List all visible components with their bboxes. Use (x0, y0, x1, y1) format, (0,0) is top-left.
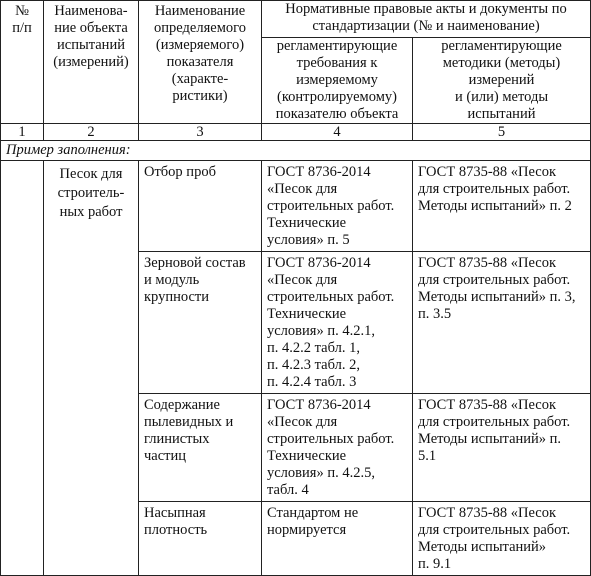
column-number-4: 4 (262, 124, 413, 141)
methods-cell: ГОСТ 8735-88 «Песок для строительных работ. Методы испытаний» п. 9.1 (413, 502, 591, 576)
header-number-label: № п/п (12, 3, 32, 36)
row-number-cell (1, 161, 44, 576)
column-number-1: 1 (1, 124, 44, 141)
example-label: Пример заполнения: (1, 141, 591, 161)
header-cell-normative (262, 1, 591, 38)
methods-cell: ГОСТ 8735-88 «Песок для строительных работ. Методы испытаний» п. 3, п. 3.5 (413, 252, 591, 394)
column-number-3: 3 (139, 124, 262, 141)
requirements-cell: ГОСТ 8736-2014 «Песок для строительных работ. Технические условия» п. 5 (262, 161, 413, 252)
column-number-5: 5 (413, 124, 591, 141)
methods-cell: ГОСТ 8735-88 «Песок для строительных работ. Методы испытаний» п. 2 (413, 161, 591, 252)
indicator-cell: Насыпная плотность (139, 502, 262, 576)
methods-cell: ГОСТ 8735-88 «Песок для строительных работ. Методы испытаний» п. 5.1 (413, 394, 591, 502)
requirements-cell: ГОСТ 8736-2014 «Песок для строительных работ. Технические условия» п. 4.2.5, табл. 4 (262, 394, 413, 502)
object-name: Песок для строитель- ных работ (44, 161, 139, 576)
header-cell-requirements (262, 38, 413, 124)
header-cell-methods (413, 38, 591, 124)
header-indicator-label: Наименование определяемого (измеряемого) показателя (характе- ристики) (154, 3, 246, 104)
header-requirements-label: регламентирующие требования к измеряемому (контролируемому) показателю объекта (275, 38, 399, 122)
header-object-label: Наименова- ние объекта испытаний (измерений) (53, 3, 129, 70)
header-cell-object (44, 1, 139, 124)
header-cell-number (1, 1, 44, 124)
table-row (1, 161, 591, 252)
example-row (1, 141, 591, 161)
header-normative-label: Нормативные правовые акты и документы по стандартизации (№ и наименование) (285, 1, 567, 34)
column-number-row (1, 124, 591, 141)
column-number-2: 2 (44, 124, 139, 141)
indicator-cell: Зерновой состав и модуль крупности (139, 252, 262, 394)
requirements-cell: ГОСТ 8736-2014 «Песок для строительных работ. Технические условия» п. 4.2.1, п. 4.2.2 табл. 1, п. 4.2.3 табл. 2, п. 4.2.4 табл. 3 (262, 252, 413, 394)
indicator-cell: Содержание пылевидных и глинистых частиц (139, 394, 262, 502)
header-row-top (1, 1, 591, 38)
indicator-cell: Отбор проб (139, 161, 262, 252)
requirements-cell: Стандартом не нормируется (262, 502, 413, 576)
header-cell-indicator (139, 1, 262, 124)
header-methods-label: регламентирующие методики (методы) измерений и (или) методы испытаний (441, 38, 562, 122)
